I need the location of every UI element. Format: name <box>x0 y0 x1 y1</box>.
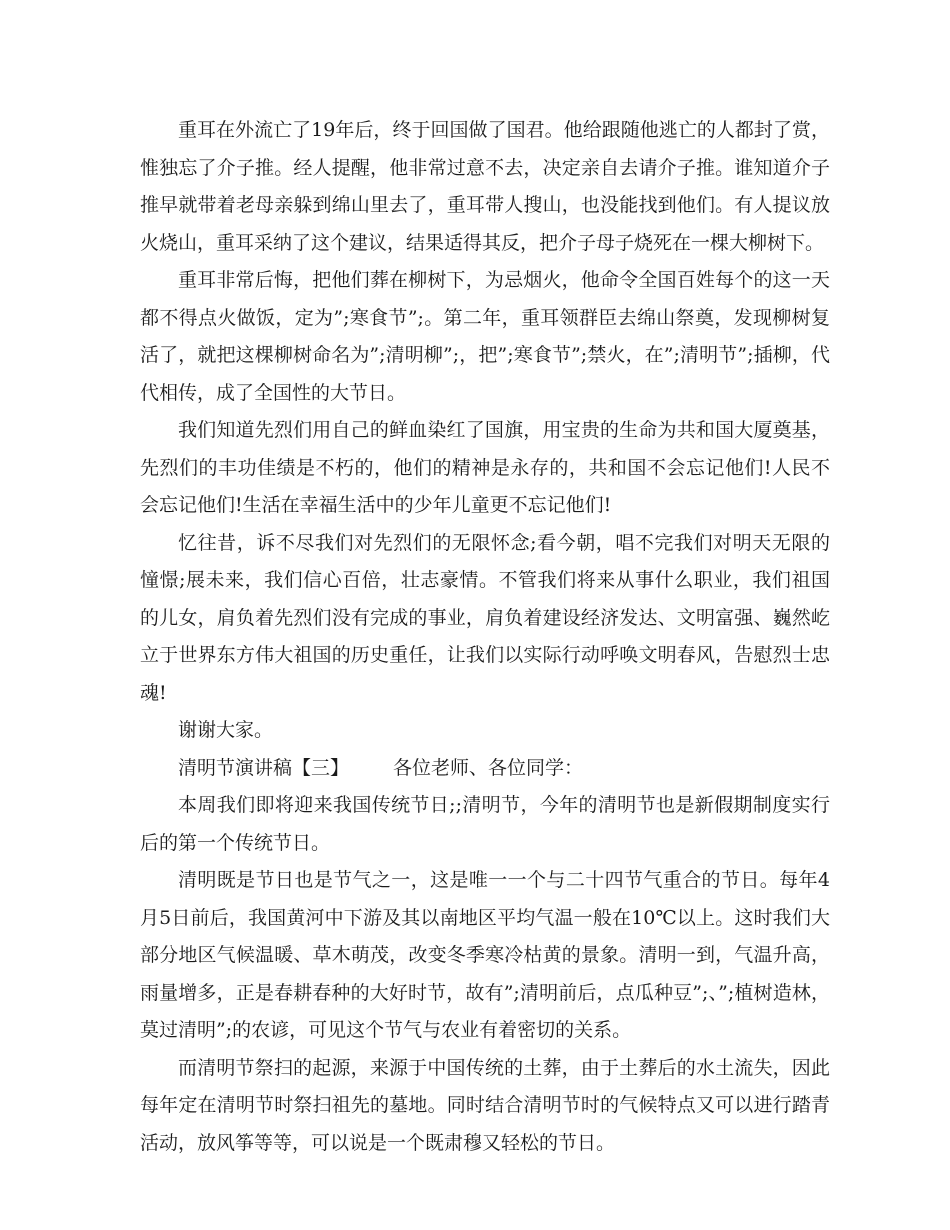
section-heading <box>140 750 830 788</box>
paragraph-future: 忆往昔，诉不尽我们对先烈们的无限怀念;看今朝，唱不完我们对明天无限的憧憬;展未来，我们信心百倍，壮志豪情。不管我们将来从事什么职业，我们祖国的儿女，肩负着先烈们没有完成的事业，肩负着建设经济发达、文明富强、巍然屹立于世界东方伟大祖国的历史重任，让我们以实际行动呼唤文明春风，告慰烈士忠魂! <box>140 531 830 704</box>
paragraph-exile: 重耳在外流亡了19年后，终于回国做了国君。他给跟随他逃亡的人都封了赏，惟独忘了介子推。经人提醒，他非常过意不去，决定亲自去请介子推。谁知道介子推早就带着老母亲躲到绵山里去了，重耳带人搜山，也没能找到他们。有人提议放火烧山，重耳采纳了这个建议，结果适得其反，把介子母子烧死在一棵大柳树下。 <box>140 119 830 254</box>
section-title: 清明节演讲稿【三】 <box>178 756 350 779</box>
salutation: 各位老师、各位同学： <box>393 756 584 779</box>
paragraph-cold-food-festival: 重耳非常后悔，把他们葬在柳树下，为忌烟火，他命令全国百姓每个的这一天都不得点火做饭，定为”;寒食节”;。第二年，重耳领群臣去绵山祭奠，发现柳树复活了，就把这棵柳树命名为”;清明柳”;，把”;寒食节”;禁火，在”;清明节”;插柳，代代相传，成了全国性的大节日。 <box>140 269 830 404</box>
paragraph-martyrs: 我们知道先烈们用自己的鲜血染红了国旗，用宝贵的生命为共和国大厦奠基，先烈们的丰功佳绩是不朽的，他们的精神是永存的，共和国不会忘记他们!人民不会忘记他们!生活在幸福生活中的少年儿童更不忘记他们! <box>140 419 830 516</box>
document-body <box>140 112 830 1162</box>
paragraph-origin: 而清明节祭扫的起源，来源于中国传统的土葬，由于土葬后的水土流失，因此每年定在清明节时祭扫祖先的墓地。同时结合清明节时的气候特点又可以进行踏青活动，放风筝等等，可以说是一个既肃穆又轻松的节日。 <box>140 1056 830 1154</box>
paragraph-solar-term: 清明既是节日也是节气之一，这是唯一一个与二十四节气重合的节日。每年4月5日前后，我国黄河中下游及其以南地区平均气温一般在10℃以上。这时我们大部分地区气候温暖、草木萌茂，改变冬季寒冷枯黄的景象。清明一到，气温升高，雨量增多，正是春耕春种的大好时节，故有”;清明前后，点瓜种豆”;、”;植树造林，莫过清明”;的农谚，可见这个节气与农业有着密切的关系。 <box>140 869 830 1041</box>
paragraph-thanks: 谢谢大家。 <box>178 719 274 741</box>
paragraph-intro: 本周我们即将迎来我国传统节日;;清明节，今年的清明节也是新假期制度实行后的第一个传统节日。 <box>140 794 830 854</box>
